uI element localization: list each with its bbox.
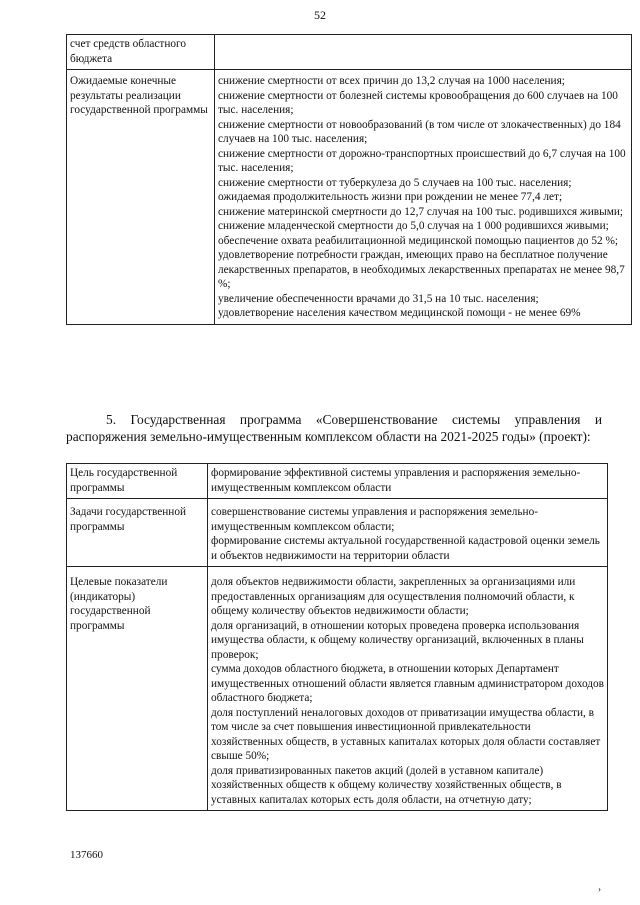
row-label: Цель государственной программы [67,464,208,499]
list-item: доля объектов недвижимости области, закрепленных за организациями или предоставленных организациям для осуществления полномочий области, к общему количеству объектов недвижимости области; [211,576,576,617]
list-item: снижение смертности от туберкулеза до 5 случаев на 100 тыс. населения; [218,176,572,189]
list-item: увеличение обеспеченности врачами до 31,5 на 10 тыс. населения; [218,292,539,305]
document-code: 137660 [70,849,103,861]
list-item: снижение смертности от болезней системы кровообращения до 600 случаев на 100 тыс. населения; [218,89,618,116]
list-item: удовлетворение потребности граждан, имеющих право на бесплатное получение лекарственных препаратов, в необходимых лекарственных препаратах не менее 98,7 %; [218,249,625,290]
row-label: Задачи государственной программы [67,499,208,567]
page-number: 52 [314,8,326,22]
section-heading-text: 5. Государственная программа «Совершенствование системы управления и распоряжения земельно-имущественным комплексом области на 2021-2025 годы» (проект): [66,412,602,444]
list-item: доля приватизированных пакетов акций (долей в уставном капитале) хозяйственных обществ к общему количеству хозяйственных обществ, в уставных капиталах которых есть доля области, на отчетную дату; [211,764,562,806]
list-item: формирование системы актуальной государственной кадастровой оценки земель и объектов недвижимости на территории области [211,535,600,562]
list-item: снижение смертности от новообразований (в том числе от злокачественных) до 184 случаев на 100 тыс. населения; [218,118,621,145]
row-label: Целевые показатели (индикаторы) государственной программы [67,567,208,811]
corner-mark: › [598,884,601,894]
section-heading [66,411,602,445]
list-item: доля организаций, в отношении которых проведена проверка использования имущества области, к общему количеству организаций, включенных в планы проверок; [211,619,584,661]
list-item: снижение смертности от дорожно-транспортных происшествий до 6,7 случая на 100 тыс. населения; [218,147,626,174]
list-item: обеспечение охвата реабилитационной медицинской помощью пациентов до 52 %; [218,234,619,247]
program-table [66,463,608,811]
list-item: снижение материнской смертности до 12,7 случая на 100 тыс. родившихся живыми; [218,205,624,218]
table-row [67,35,632,70]
table-row [67,567,608,811]
results-list [215,70,632,325]
row-value: формирование эффективной системы управления и распоряжения земельно-имущественным комплексом области [208,464,608,499]
list-item: снижение младенческой смертности до 5,0 случая на 1 000 родившихся живыми; [218,220,609,232]
list-item: доля поступлений неналоговых доходов от приватизации имущества области, в том числе за счет повышения инвестиционной привлекательности хозяйственных обществ, в уставных капиталах которых доля области составляет свыше 50%; [211,706,601,762]
results-table [66,34,632,325]
list-item: ожидаемая продолжительность жизни при рождении не менее 77,4 лет; [218,191,563,203]
table-row [67,464,608,499]
list-item: удовлетворение населения качеством медицинской помощи - не менее 69% [218,307,581,319]
row-label: Ожидаемые конечные результаты реализации государственной программы [67,70,215,325]
list-item: сумма доходов областного бюджета, в отношении которых Департамент имущественных отношений области является главным администратором доходов областного бюджета; [211,663,604,704]
row-value [215,35,632,70]
list-item: снижение смертности от всех причин до 13,2 случая на 1000 населения; [218,75,565,87]
table-row [67,70,632,325]
list-item: совершенствование системы управления и распоряжения земельно-имущественным комплексом области; [211,506,538,533]
table-row [67,499,608,567]
indicators-list [208,567,608,811]
row-label: счет средств областного бюджета [67,35,215,70]
tasks-list [208,499,608,567]
